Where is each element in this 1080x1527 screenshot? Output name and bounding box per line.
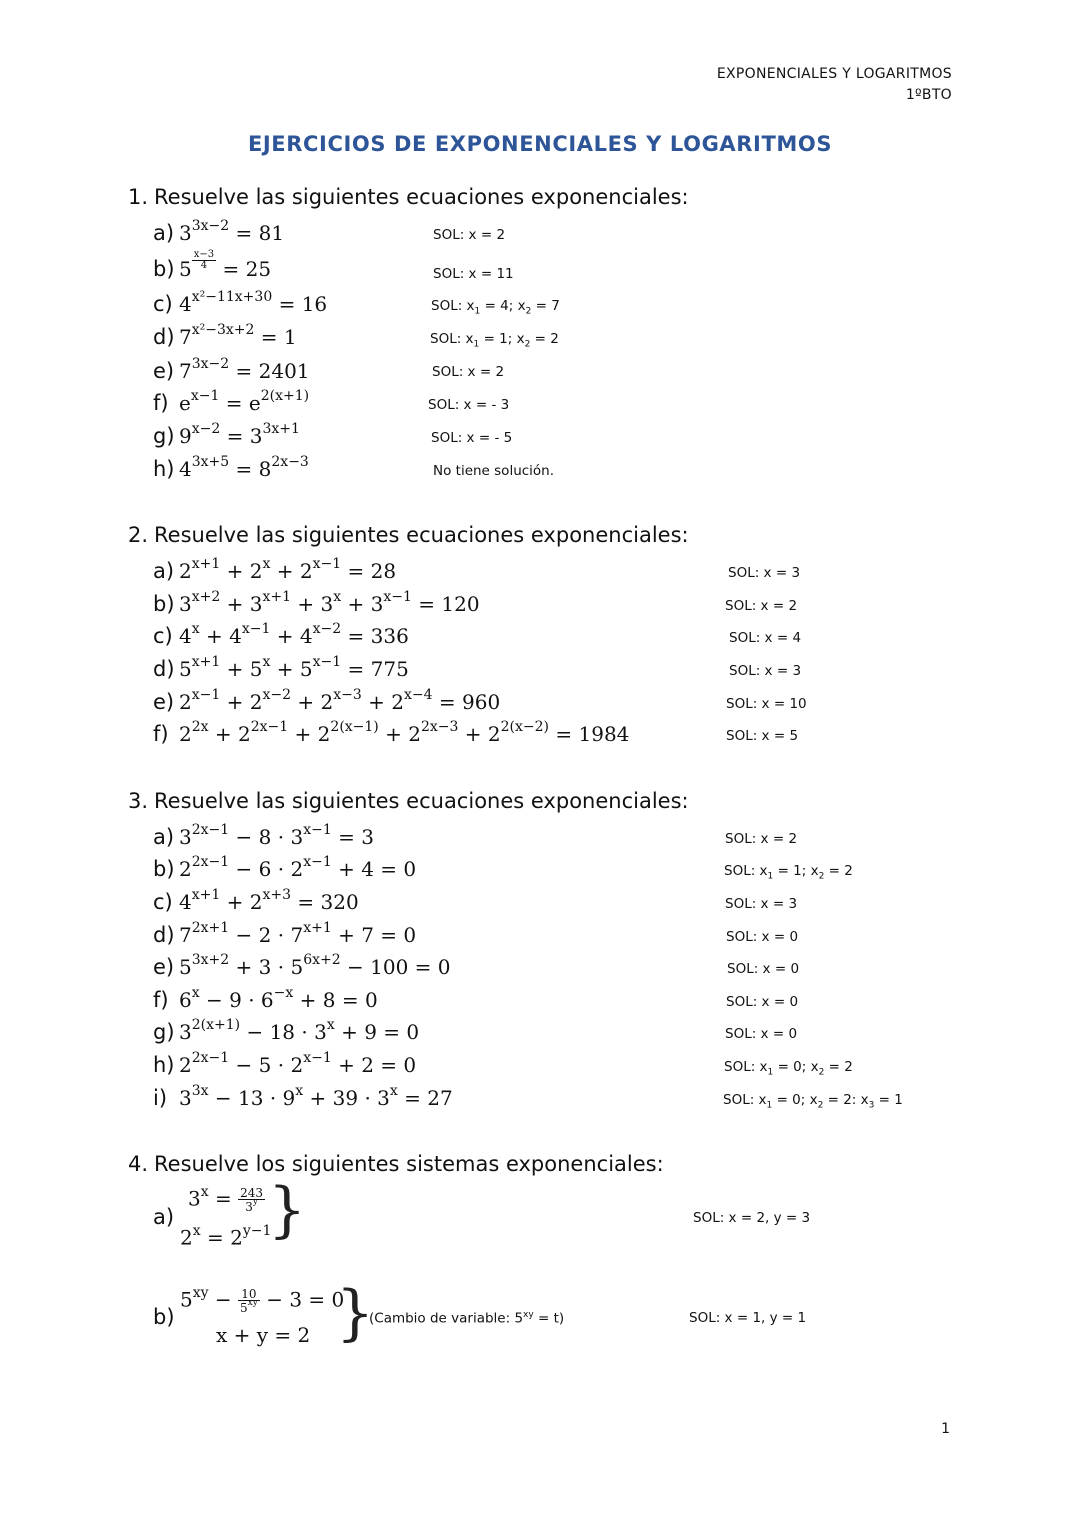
equation-item: d) $5^{x+1} + 5^x + 5^{x-1} = 775$ [153,654,409,681]
equation-item: f) $6^x - 9 \cdot 6^{-x} + 8 = 0$ [153,985,378,1012]
equation-item: b) $3^{x+2} + 3^{x+1} + 3^x + 3^{x-1} = 120$ [153,589,480,616]
equation-item: h) $4^{3x+5} = 8^{2x-3}$ [153,454,309,481]
equation-item: c) $4^{x+1} + 2^{x+3} = 320$ [153,887,359,914]
solution-text: SOL: $x_1 = 4$; $x_2 = 7$ [431,298,560,317]
exercise-heading: 3. Resuelve las siguientes ecuaciones exponenciales: [128,789,689,813]
solution-text: SOL: x = 5 [726,728,799,744]
solution-text: SOL: x = 1, y = 1 [689,1310,807,1326]
solution-text: SOL: $x_1 = 1$; $x_2 = 2$ [430,331,559,350]
solution-text: SOL: x = 0 [727,961,800,977]
equation-item: d) $7^{x^2-3x+2} = 1$ [153,322,297,349]
solution-text: SOL: x = - 3 [428,397,510,413]
equation-item: e) $5^{3x+2} + 3 \cdot 5^{6x+2} - 100 = 0$ [153,952,451,979]
system-equation-1: 3$^x$ = $\frac{243}{3^y}$ [188,1184,264,1215]
equation-item: a) $2^{x+1} + 2^x + 2^{x-1} = 28$ [153,556,397,583]
solution-text: SOL: x = 10 [726,696,807,712]
exercise-heading: 4. Resuelve los siguientes sistemas exponenciales: [128,1152,664,1176]
solution-text: SOL: x = 11 [433,266,514,282]
equation-item: c) $4^{x^2-11x+30} = 16$ [153,289,328,316]
equation-item: f) $2^{2x} + 2^{2x-1} + 2^{2(x-1)} + 2^{2x-3} + 2^{2(x-2)} = 1984$ [153,719,630,746]
equation-item: a) $3^{3x-2} = 81$ [153,218,285,245]
system-equation-2: $2^x = 2^{y-1}$ [180,1223,272,1250]
system-letter: a) [153,1205,175,1229]
solution-text: SOL: x = 2 [725,831,798,847]
solution-text: SOL: $x_1 = 0$; $x_2 = 2$ [724,1059,853,1078]
solution-text: SOL: $x_1 = 1$; $x_2 = 2$ [724,863,853,882]
equation-item: d) $7^{2x+1} - 2 \cdot 7^{x+1} + 7 = 0$ [153,920,417,947]
solution-text: No tiene solución. [433,463,555,479]
equation-item: b) $2^{2x-1} - 6 \cdot 2^{x-1} + 4 = 0$ [153,854,417,881]
solution-text: SOL: x = 2 [432,364,505,380]
equation-item: h) $2^{2x-1} - 5 \cdot 2^{x-1} + 2 = 0$ [153,1050,417,1077]
header-subject: EXPONENCIALES Y LOGARITMOS [716,66,952,82]
equation-item: e) $2^{x-1} + 2^{x-2} + 2^{x-3} + 2^{x-4} = 960$ [153,687,501,714]
equation-item: i) $3^{3x} - 13 \cdot 9^x + 39 \cdot 3^x = 27$ [153,1083,453,1110]
solution-text: SOL: x = - 5 [431,430,513,446]
solution-text: SOL: x = 0 [725,1026,798,1042]
system-letter: b) [153,1305,175,1329]
equation-item: f) $e^{x-1} = e^{2(x+1)}$ [153,388,310,415]
solution-text: SOL: $x_1 = 0$; $x_2 = 2$: $x_3 = 1$ [723,1092,903,1111]
equation-item: c) $4^x + 4^{x-1} + 4^{x-2} = 336$ [153,621,409,648]
solution-text: SOL: x = 2, y = 3 [693,1210,811,1226]
solution-text: SOL: x = 2 [725,598,798,614]
system-equation-1: $5^{xy}$ − $\frac{10}{5^{xy}}$ − 3 = 0 [180,1285,345,1316]
curly-brace-icon: } [336,1278,375,1348]
page-title: EJERCICIOS DE EXPONENCIALES Y LOGARITMOS [247,132,833,156]
exercise-heading: 2. Resuelve las siguientes ecuaciones exponenciales: [128,523,689,547]
header-course: 1ºBTO [905,87,952,103]
equation-item: b) 5 $\frac{x-3}{4}$ = 25 [153,248,272,281]
solution-text: SOL: x = 3 [728,565,801,581]
solution-text: SOL: x = 3 [729,663,802,679]
equation-item: a) $3^{2x-1} - 8 \cdot 3^{x-1} = 3$ [153,822,374,849]
solution-text: SOL: x = 2 [433,227,506,243]
hint-text: (Cambio de variable: $5^{xy} = t$) [369,1310,565,1327]
equation-item: g) $9^{x-2} = 3^{3x+1}$ [153,421,300,448]
solution-text: SOL: x = 4 [729,630,802,646]
system-equation-2: x + y = 2 [216,1323,311,1347]
equation-item: g) $3^{2(x+1)} - 18 \cdot 3^x + 9 = 0$ [153,1017,420,1044]
page-number: 1 [941,1421,950,1437]
exercise-heading: 1. Resuelve las siguientes ecuaciones exponenciales: [128,185,689,209]
equation-item: e) $7^{3x-2} = 2401$ [153,356,310,383]
curly-brace-icon: } [268,1175,307,1245]
solution-text: SOL: x = 0 [726,994,799,1010]
solution-text: SOL: x = 0 [726,929,799,945]
solution-text: SOL: x = 3 [725,896,798,912]
